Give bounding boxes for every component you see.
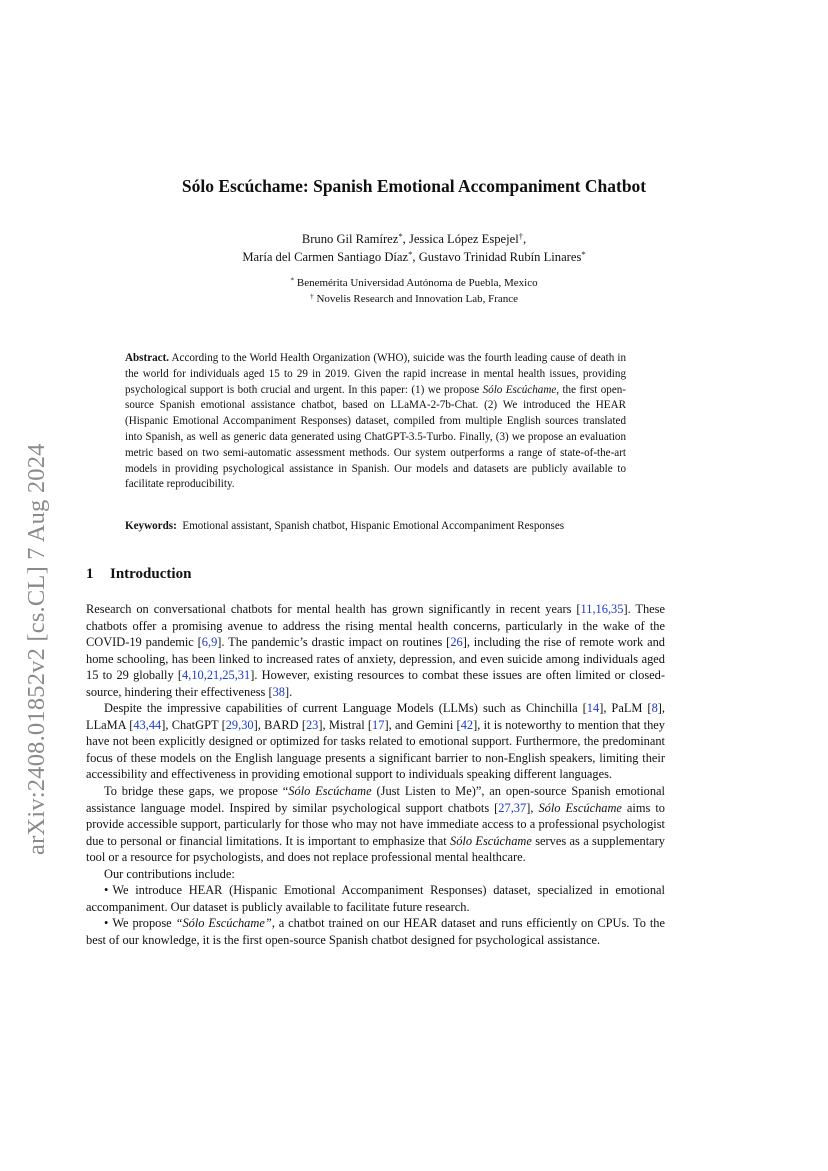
author-separator: , bbox=[412, 250, 419, 264]
author-name: María del Carmen Santiago Díaz bbox=[242, 250, 409, 264]
citation-link[interactable]: 38 bbox=[272, 684, 285, 699]
citation-link[interactable]: 17 bbox=[372, 717, 385, 732]
citation-link[interactable]: 14 bbox=[586, 701, 600, 716]
citation-link[interactable]: 43,44 bbox=[133, 717, 162, 732]
body-paragraph: Research on conversational chatbots for mental health has grown significantly in recent years [11,16,35]. These chatbots offer a promising avenue to address the rising mental health concerns, particularly in the wake of the COVID-19 pandemic [6,9]. The pandemic’s drastic impact on routines [26], including the rise of remote work and home schooling, has been linked to increased rates of anxiety, depression, and even suicide among individuals aged 15 to 29 globally [4,10,21,25,31]. However, existing resources to combat these issues are often limited or closed-source, hindering their effectiveness [38]. bbox=[86, 602, 666, 699]
introduction-body bbox=[86, 601, 665, 948]
author-affil-mark: * bbox=[581, 249, 586, 260]
abstract bbox=[125, 351, 626, 493]
abstract-label: Abstract. bbox=[125, 352, 170, 364]
citation-link[interactable]: 42 bbox=[460, 717, 474, 732]
author-line-2 bbox=[0, 248, 828, 266]
author-separator: , bbox=[402, 232, 409, 246]
section-title: Introduction bbox=[110, 566, 192, 582]
body-paragraph: To bridge these gaps, we propose “Sólo Escúchame (Just Listen to Me)”, an open-source Spanish emotional assistance language model. Inspired by similar psychological support chatbots [27,37], Sólo Escúchame aims to provide accessible support, particularly for those who may not have immediate access to a professional psychologist due to personal or financial limitations. It is important to emphasize that Sólo Escúchame serves as a supplementary tool or a resource for psychologists, and does not replace professional mental healthcare. bbox=[86, 784, 665, 865]
emphasized-system-name: “Sólo Escúchame” bbox=[175, 916, 272, 931]
author-name: Bruno Gil Ramírez bbox=[301, 232, 399, 246]
emphasized-system-name: Sólo Escúchame bbox=[538, 800, 622, 815]
affiliation-text: Novelis Research and Innovation Lab, France bbox=[316, 292, 519, 305]
contribution-item: • We propose “Sólo Escúchame”, a chatbot trained on our HEAR dataset and runs efficiently on CPUs. To the best of our knowledge, it is the first open-source Spanish chatbot designed for psychological assistance. bbox=[86, 916, 665, 947]
abstract-text: According to the World Health Organization (WHO), suicide was the fourth leading cause of death in the world for individuals aged 15 to 29 in 2019. Given the rapid increase in mental health issues, providing psychological support is both crucial and urgent. In this paper: (1) we propose bbox=[125, 352, 626, 396]
author-affil-mark: * bbox=[398, 231, 403, 242]
affiliations bbox=[0, 276, 828, 307]
author-name: Jessica López Espejel bbox=[408, 232, 519, 246]
bullet-marker: • bbox=[104, 883, 109, 898]
citation-link[interactable]: 27,37 bbox=[498, 800, 527, 815]
affiliation-mark: * bbox=[290, 275, 295, 285]
abstract-text: , the first open-source Spanish emotional assistance chatbot, based on LLaMA-2-7b-Chat. (2) We introduced the HEAR (Hispanic Emotional Accompaniment Responses) dataset, compiled from multiple English sources translated into Spanish, as well as generic data generated using ChatGPT-3.5-Turbo. Finally, (3) we propose an evaluation metric based on two semi-automatic assessment methods. Our system outperforms a range of state-of-the-art models in providing psychological assistance in Spanish. Our models and datasets are publicly available to facilitate reproducibility. bbox=[125, 383, 627, 491]
author-list bbox=[0, 230, 828, 266]
citation-link[interactable]: 11,16,35 bbox=[580, 602, 624, 616]
keywords-text: Emotional assistant, Spanish chatbot, Hispanic Emotional Accompaniment Responses bbox=[182, 520, 565, 532]
affiliation-line bbox=[0, 276, 828, 292]
author-name: Gustavo Trinidad Rubín Linares bbox=[418, 250, 582, 264]
arxiv-identifier-stamp: arXiv:2408.01852v2 [cs.CL] 7 Aug 2024 bbox=[23, 443, 50, 855]
citation-link[interactable]: 8 bbox=[651, 701, 658, 716]
author-affil-mark: * bbox=[408, 249, 413, 260]
contribution-item: • We introduce HEAR (Hispanic Emotional Accompaniment Responses) dataset, specialized in emotional accompaniment. Our dataset is publicly available to facilitate future research. bbox=[86, 883, 665, 914]
body-paragraph: Our contributions include: bbox=[104, 866, 235, 881]
author-line-1 bbox=[0, 230, 828, 248]
citation-link[interactable]: 6,9 bbox=[201, 635, 218, 650]
keywords-label: Keywords: bbox=[125, 520, 177, 532]
affiliation-line bbox=[0, 292, 828, 308]
author-affil-mark: † bbox=[518, 231, 524, 242]
keywords bbox=[125, 519, 645, 534]
abstract-system-name: Sólo Escúchame bbox=[482, 383, 557, 396]
author-separator: , bbox=[523, 232, 527, 246]
citation-link[interactable]: 29,30 bbox=[225, 717, 254, 732]
section-heading bbox=[86, 566, 191, 583]
body-paragraph: Despite the impressive capabilities of current Language Models (LLMs) such as Chinchilla [14], PaLM [8], LLaMA [43,44], ChatGPT [29,30], BARD [23], Mistral [17], and Gemini [42], it is noteworthy to mention that they have not been explicitly designed or optimized for tasks related to emotional support. Furthermore, the predominant focus of these models on the English language presents a significant barrier to non-English speakers, limiting their accessibility and effectiveness in providing emotional support to individuals speaking different languages. bbox=[86, 701, 665, 782]
citation-link[interactable]: 23 bbox=[305, 717, 319, 732]
emphasized-system-name: Sólo Escúchame bbox=[288, 784, 372, 799]
citation-link[interactable]: 26 bbox=[450, 635, 463, 650]
citation-link[interactable]: 4,10,21,25,31 bbox=[182, 668, 251, 683]
affiliation-text: Benemérita Universidad Autónoma de Puebla, Mexico bbox=[296, 277, 538, 289]
bullet-marker: • bbox=[104, 916, 109, 931]
affiliation-mark: † bbox=[309, 291, 314, 301]
paper-title: Sólo Escúchame: Spanish Emotional Accompaniment Chatbot bbox=[181, 176, 647, 196]
section-number: 1 bbox=[86, 566, 94, 582]
emphasized-system-name: Sólo Escúchame bbox=[450, 833, 532, 848]
